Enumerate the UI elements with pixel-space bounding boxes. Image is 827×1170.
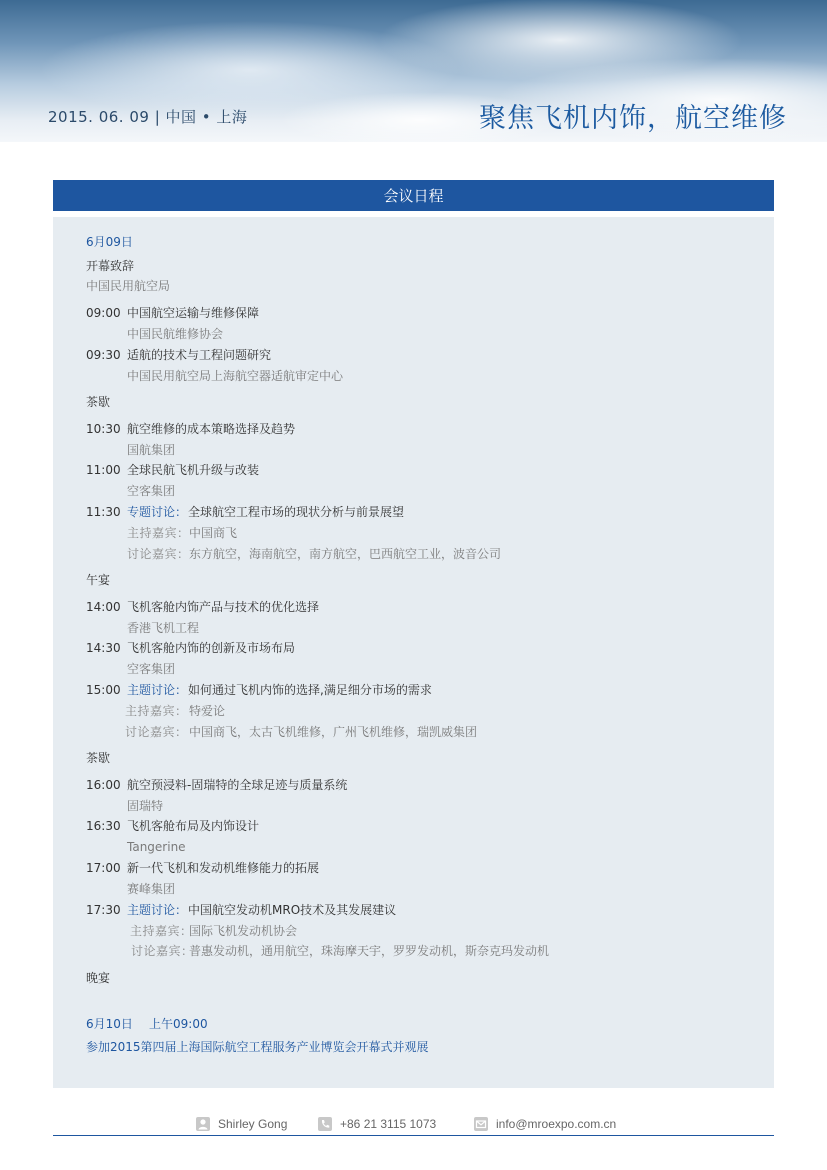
footer-divider (53, 1135, 774, 1136)
contact-name-item (196, 1117, 287, 1131)
s6-title: 飞机客舱内饰产品与技术的优化选择 (127, 600, 320, 614)
s8-panel: 中国商飞，太古飞机维修，广州飞机维修，瑞凯威集团 (189, 725, 478, 739)
contact-phone-item (318, 1117, 436, 1131)
s7-org: 空客集团 (127, 662, 176, 676)
s5-panel-label: 讨论嘉宾： (127, 547, 190, 561)
s8-time: 15:00 (86, 683, 121, 697)
s5-title: 全球航空工程市场的现状分析与前景展望 (188, 505, 405, 519)
s12-label: 主题讨论： (127, 903, 188, 917)
day1-date: 6月09日 (86, 235, 133, 249)
day2-date: 6月10日 (86, 1017, 133, 1031)
event-slogan: 聚焦飞机内饰，航空维修 (479, 103, 787, 134)
dinner-label: 晚宴 (86, 971, 111, 985)
s12-panel: 普惠发动机，通用航空，珠海摩天宇，罗罗发动机，斯奈克玛发动机 (189, 944, 550, 958)
s1-time: 09:00 (86, 306, 121, 320)
s2-org: 中国民用航空局上海航空器适航审定中心 (127, 369, 344, 383)
contact-name: Shirley Gong (218, 1117, 288, 1131)
s7-title: 飞机客舱内饰的创新及市场布局 (127, 641, 296, 655)
s8-title: 如何通过飞机内饰的选择,满足细分市场的需求 (188, 683, 432, 697)
contact-email-item (474, 1117, 616, 1131)
s5-panel: 东方航空，海南航空，南方航空，巴西航空工业，波音公司 (189, 547, 502, 561)
phone-icon (318, 1117, 332, 1131)
s1-title: 中国航空运输与维修保障 (127, 306, 260, 320)
s7-time: 14:30 (86, 641, 121, 655)
s12-host: 国际飞机发动机协会 (189, 924, 298, 938)
agenda-panel (53, 217, 774, 1088)
s10-title: 飞机客舱布局及内饰设计 (127, 819, 260, 833)
s11-time: 17:00 (86, 861, 121, 875)
s11-org: 赛峰集团 (127, 882, 176, 896)
header-banner (0, 0, 827, 142)
opening-title: 开幕致辞 (86, 259, 135, 273)
s12-host-label: 主持嘉宾： (130, 924, 193, 938)
s4-time: 11:00 (86, 463, 121, 477)
s5-label: 专题讨论： (127, 505, 188, 519)
s6-org: 香港飞机工程 (127, 621, 200, 635)
section-title-bar (53, 180, 774, 211)
s2-time: 09:30 (86, 348, 121, 362)
s9-time: 16:00 (86, 778, 121, 792)
s3-org: 国航集团 (127, 443, 176, 457)
s5-host: 中国商飞 (189, 526, 238, 540)
event-date-location: 2015. 06. 09 | 中国 • 上海 (48, 108, 248, 126)
s12-title: 中国航空发动机MRO技术及其发展建议 (188, 903, 397, 917)
s8-label: 主题讨论： (127, 683, 188, 697)
section-title: 会议日程 (383, 187, 444, 205)
s10-time: 16:30 (86, 819, 121, 833)
s11-title: 新一代飞机和发动机维修能力的拓展 (127, 861, 320, 875)
s4-title: 全球民航飞机升级与改装 (127, 463, 260, 477)
s8-host: 特爱论 (189, 704, 226, 718)
person-icon (196, 1117, 210, 1131)
s2-title: 适航的技术与工程问题研究 (127, 348, 272, 362)
mail-icon (474, 1117, 488, 1131)
s6-time: 14:00 (86, 600, 121, 614)
day2-time: 上午09:00 (149, 1017, 208, 1031)
contact-email: info@mroexpo.com.cn (496, 1117, 617, 1131)
s10-org: Tangerine (127, 840, 186, 854)
s3-time: 10:30 (86, 422, 121, 436)
contact-phone: +86 21 3115 1073 (340, 1117, 437, 1131)
s4-org: 空客集团 (127, 484, 176, 498)
s5-time: 11:30 (86, 505, 121, 519)
s9-title: 航空预浸料-固瑞特的全球足迹与质量系统 (127, 778, 348, 792)
s12-panel-label: 讨论嘉宾： (131, 944, 194, 958)
lunch-label: 午宴 (86, 573, 111, 587)
s3-title: 航空维修的成本策略选择及趋势 (127, 422, 296, 436)
s8-panel-label: 讨论嘉宾： (125, 725, 188, 739)
s8-host-label: 主持嘉宾： (125, 704, 188, 718)
day2-event: 参加2015第四届上海国际航空工程服务产业博览会开幕式并观展 (86, 1040, 429, 1054)
s1-org: 中国民航维修协会 (127, 327, 224, 341)
s12-time: 17:30 (86, 903, 121, 917)
break2-label: 茶歇 (86, 751, 111, 765)
opening-org: 中国民用航空局 (86, 279, 171, 293)
break1-label: 茶歇 (86, 395, 111, 409)
footer-contact (0, 1115, 827, 1135)
s9-org: 固瑞特 (127, 799, 164, 813)
s5-host-label: 主持嘉宾： (127, 526, 190, 540)
